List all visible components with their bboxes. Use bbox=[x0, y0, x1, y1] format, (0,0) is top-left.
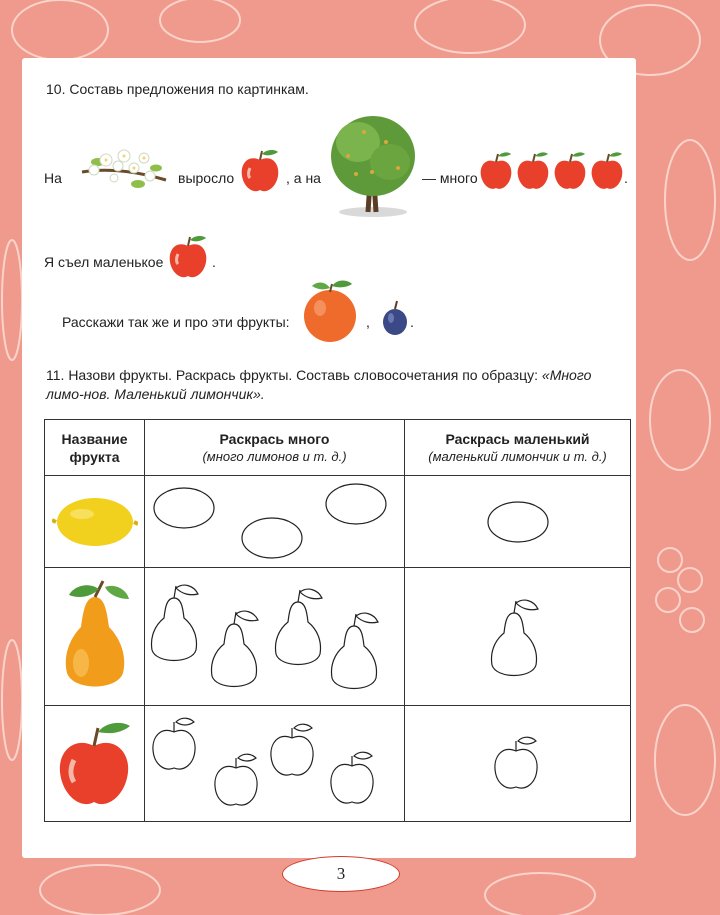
lemon-outlines-many[interactable] bbox=[148, 478, 402, 566]
table-row-apple bbox=[45, 706, 631, 822]
sentence3-comma: , bbox=[366, 314, 370, 330]
header-color-many: Раскрась много (много лимонов и т. д.) bbox=[145, 420, 405, 476]
page-number: 3 bbox=[336, 864, 346, 883]
sentence1-word-mnogo: — много bbox=[422, 170, 478, 186]
lemon-icon bbox=[52, 492, 138, 552]
color-small-apple-cell[interactable] bbox=[405, 706, 631, 822]
color-small-pear-cell[interactable] bbox=[405, 568, 631, 706]
table-row-pear bbox=[45, 568, 631, 706]
pear-outline[interactable] bbox=[211, 611, 258, 686]
apple-picture-small bbox=[238, 148, 282, 196]
apple-outline[interactable] bbox=[330, 752, 372, 803]
sentence1-word-na: На bbox=[44, 170, 62, 186]
pear-icon bbox=[51, 577, 139, 697]
color-many-apples-cell[interactable] bbox=[145, 706, 405, 822]
sentence1-word-a-na: , а на bbox=[286, 170, 321, 186]
sentence2-text: Я съел маленькое bbox=[44, 254, 164, 270]
color-small-lemon-cell[interactable] bbox=[405, 476, 631, 568]
pear-outline[interactable] bbox=[331, 613, 378, 688]
page-number-badge bbox=[282, 856, 400, 892]
color-many-lemons-cell[interactable] bbox=[145, 476, 405, 568]
pear-outline[interactable] bbox=[275, 589, 322, 664]
fruit-coloring-table bbox=[44, 419, 631, 822]
fruit-cell-pear bbox=[45, 568, 145, 706]
apple-outlines-many[interactable] bbox=[148, 710, 402, 818]
sentence1-word-vyroslo: выросло bbox=[178, 170, 235, 186]
apple-outline[interactable] bbox=[152, 718, 194, 769]
pear-outline-small[interactable] bbox=[488, 587, 548, 687]
task-11-title bbox=[46, 366, 626, 404]
pear-outlines-many[interactable] bbox=[148, 572, 402, 702]
sentence2-period: . bbox=[212, 254, 216, 270]
lemon-outline[interactable] bbox=[242, 518, 302, 558]
plum-picture bbox=[380, 298, 410, 336]
many-apples-picture bbox=[478, 150, 626, 194]
lemon-outline[interactable] bbox=[154, 488, 214, 528]
apple-outline[interactable] bbox=[214, 754, 256, 805]
header-color-small: Раскрась маленький (маленький лимончик и т. д.) bbox=[405, 420, 631, 476]
color-many-pears-cell[interactable] bbox=[145, 568, 405, 706]
fruit-cell-apple bbox=[45, 706, 145, 822]
sentence3-text: Расскажи так же и про эти фрукты: bbox=[62, 314, 290, 330]
lemon-outline[interactable] bbox=[326, 484, 386, 524]
task-10-title: 10. Составь предложения по картинкам. bbox=[46, 81, 309, 97]
apple-outline[interactable] bbox=[270, 724, 312, 775]
pear-outline[interactable] bbox=[151, 585, 198, 660]
apple-icon bbox=[52, 716, 138, 812]
lemon-outline-small[interactable] bbox=[478, 492, 558, 552]
sentence1-period: . bbox=[624, 170, 628, 186]
table-row-lemon bbox=[45, 476, 631, 568]
apple-outline-small[interactable] bbox=[490, 729, 546, 799]
apple-tree-picture bbox=[328, 112, 418, 218]
header-fruit-name: Название фрукта bbox=[45, 420, 145, 476]
orange-picture bbox=[300, 278, 362, 344]
table-header-row bbox=[45, 420, 631, 476]
apple-picture-little bbox=[166, 234, 210, 282]
task-11-title-plain: 11. Назови фрукты. Раскрась фрукты. Составь словосочетания по образцу: bbox=[46, 367, 542, 383]
sentence3-period: . bbox=[410, 314, 414, 330]
fruit-cell-lemon bbox=[45, 476, 145, 568]
blossom-branch-picture bbox=[78, 142, 170, 194]
task-11-title-italic: «Много лимо-нов. Маленький лимончик». bbox=[46, 367, 592, 402]
